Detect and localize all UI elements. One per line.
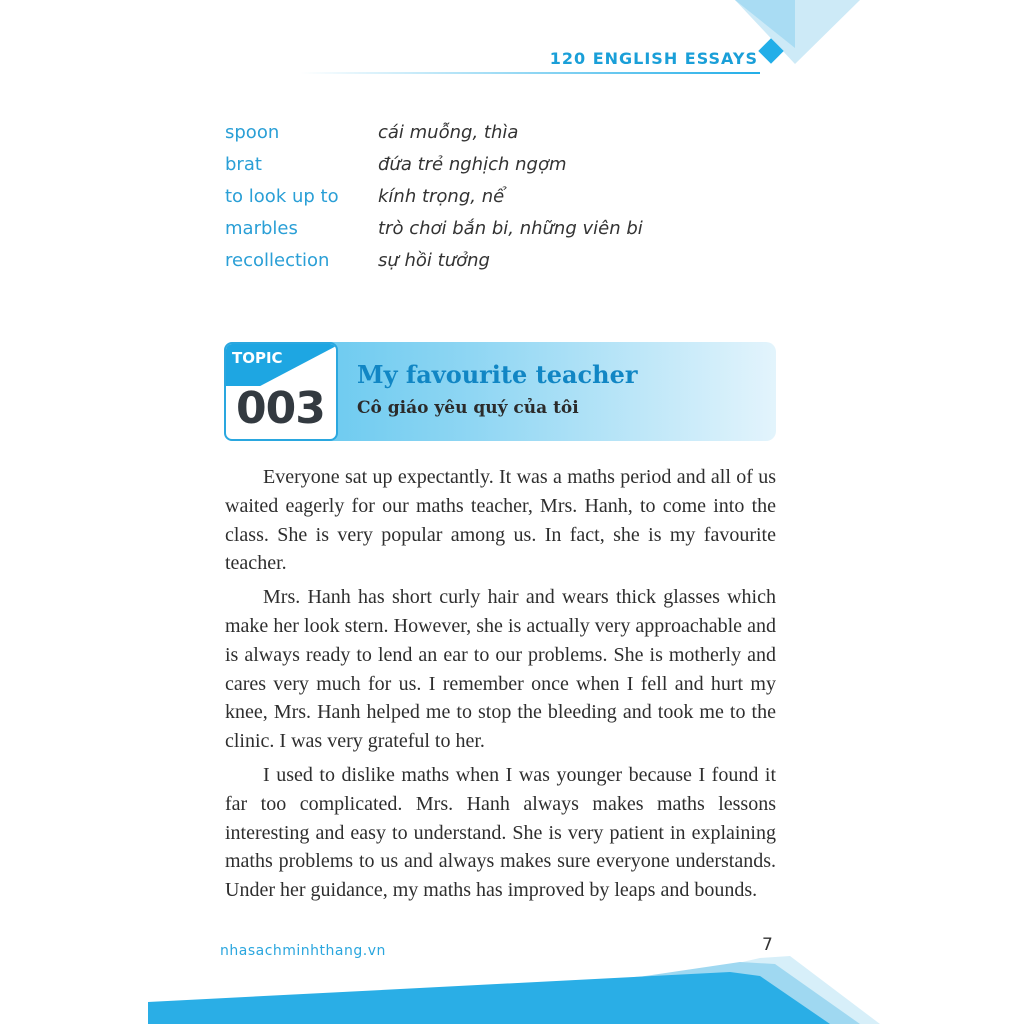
vocab-row <box>225 212 785 244</box>
essay-paragraph: I used to dislike maths when I was younger because I found it far too complicated. Mrs. Hanh always makes maths lessons interesting and easy to understand. She is very patient in explaining maths problems to us and always makes sure everyone understands. Under her guidance, my maths has improved by leaps and bounds. <box>225 763 776 902</box>
vocab-definition: đứa trẻ nghịch ngợm <box>378 153 567 175</box>
header-rule <box>300 72 760 74</box>
vocab-term: spoon <box>225 121 280 143</box>
footer-wave-decoration <box>0 950 1024 1024</box>
vocab-row <box>225 116 785 148</box>
vocab-term: to look up to <box>225 185 339 207</box>
vocab-term: marbles <box>225 217 298 239</box>
vocab-row <box>225 244 785 276</box>
vocab-row <box>225 148 785 180</box>
topic-badge <box>224 342 338 441</box>
book-title: 120 ENGLISH ESSAYS <box>549 49 758 68</box>
vocabulary-list <box>225 116 785 276</box>
essay-body <box>225 463 776 910</box>
topic-banner <box>224 342 776 441</box>
vocab-term: recollection <box>225 249 330 271</box>
topic-title: My favourite teacher <box>357 360 638 389</box>
page-number: 7 <box>762 935 773 955</box>
footer-wave-front <box>148 972 830 1024</box>
vocab-definition: trò chơi bắn bi, những viên bi <box>378 217 643 239</box>
publisher-website[interactable]: nhasachminhthang.vn <box>220 943 386 959</box>
essay-paragraph: Mrs. Hanh has short curly hair and wears thick glasses which make her look stern. However, she is actually very approachable and is always ready to lend an ear to our problems. She is motherly and cares very much for us. I remember once when I fell and hurt my knee, Mrs. Hanh helped me to stop the bleeding and took me to the clinic. I was very grateful to her. <box>225 586 776 753</box>
topic-label: TOPIC <box>232 349 283 367</box>
topic-number: 003 <box>236 383 325 434</box>
corner-decoration-inner <box>735 0 795 48</box>
vocab-definition: sự hồi tưởng <box>378 249 490 271</box>
vocab-row <box>225 180 785 212</box>
vocab-definition: kính trọng, nể <box>378 185 505 207</box>
essay-paragraph: Everyone sat up expectantly. It was a maths period and all of us waited eagerly for our maths teacher, Mrs. Hanh, to come into the class. She is very popular among us. In fact, she is my favourite teacher. <box>225 466 776 575</box>
vocab-term: brat <box>225 153 262 175</box>
topic-subtitle: Cô giáo yêu quý của tôi <box>357 398 579 418</box>
vocab-definition: cái muỗng, thìa <box>378 121 519 143</box>
